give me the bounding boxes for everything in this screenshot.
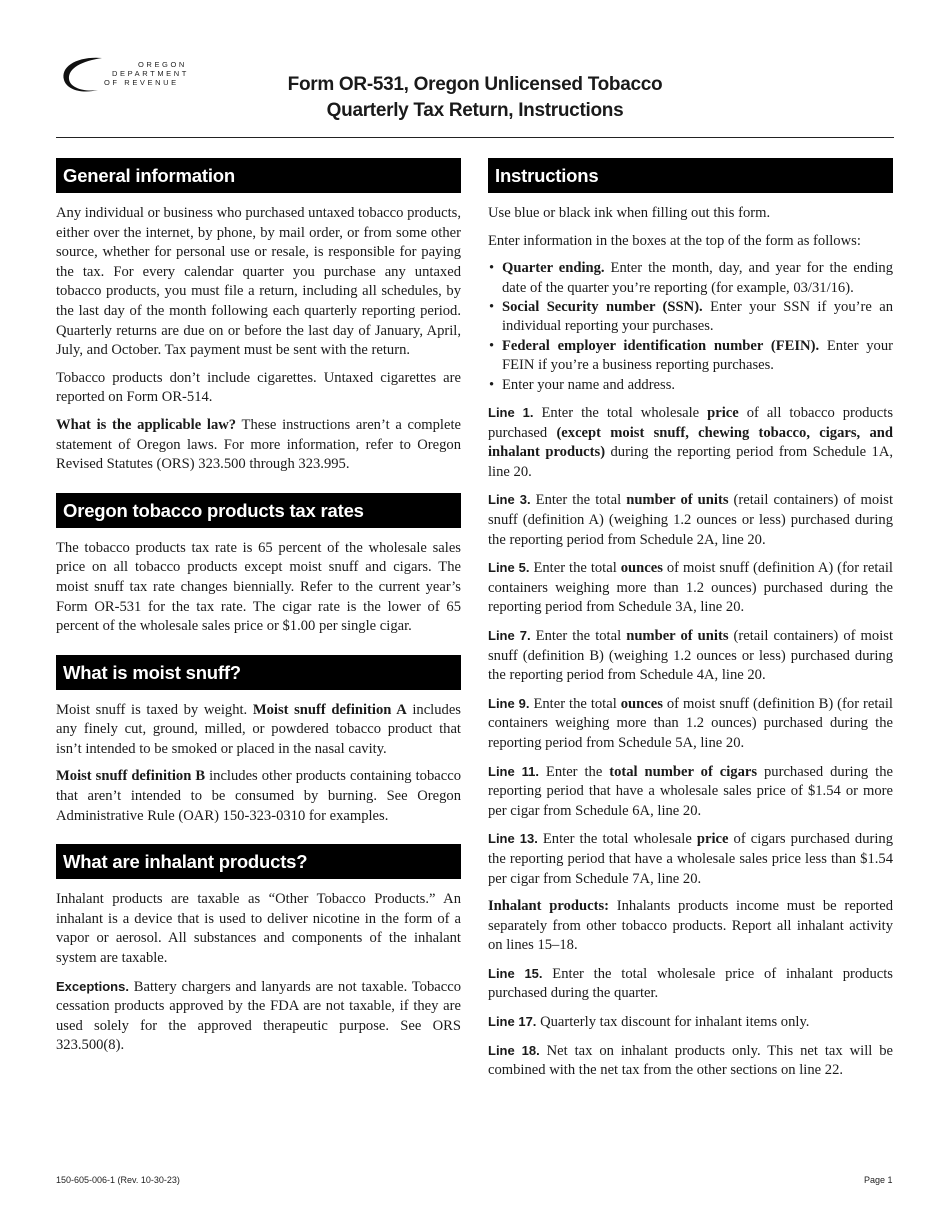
line-emphasis: (except moist snuff, chewing tobacco, cigars, and inhalant products) — [488, 424, 893, 461]
bullet-text: Enter the month, day, and year for the ending date of the quarter you’re reporting (for example, 03/31/16). — [502, 260, 893, 296]
bullet-label: Federal employer identification number (FEIN). — [502, 337, 820, 354]
line-text: Enter the total — [529, 695, 621, 712]
header-box-list — [488, 259, 893, 395]
line-emphasis: price — [696, 831, 729, 848]
line-label: Line 3. — [488, 492, 531, 508]
title-line-2: Quarterly Tax Return, Instructions — [326, 100, 624, 121]
line-emphasis: number of units — [626, 492, 729, 509]
line-text: Enter the total — [530, 627, 627, 644]
inhalant-paragraph-1: Inhalant products are taxable as “Other Tobacco Products.” An inhalant is a device that is used to deliver nicotine in the form of a vapor or aerosol. All substances and components of the inhalant system are taxable. — [56, 891, 461, 967]
bullet-label: Quarter ending. — [502, 260, 605, 277]
line-emphasis: ounces — [620, 560, 663, 577]
line-13-instruction — [488, 829, 893, 889]
list-item-ssn — [488, 298, 893, 337]
bullet-text: Enter your SSN if you’re an individual reporting your purchases. — [502, 299, 893, 335]
inhalant-note-label: Inhalant products: — [488, 898, 610, 915]
line-11-instruction — [488, 762, 893, 822]
line-label: Line 15. — [488, 965, 543, 981]
line-text: Enter the total wholesale price of inhalant products purchased during the quarter. — [488, 965, 893, 1002]
applicable-law-label: What is the applicable law? — [56, 416, 237, 433]
page-header — [56, 52, 894, 138]
line-label: Line 13. — [488, 831, 538, 847]
line-5-instruction — [488, 558, 893, 618]
bullet-label: Social Security number (SSN). — [502, 299, 703, 315]
moist-snuff-paragraph-2 — [56, 767, 461, 826]
bullet-text: Enter your FEIN if you’re a business reporting purchases. — [502, 337, 893, 374]
line-label: Line 7. — [488, 627, 531, 643]
applicable-law-text: These instructions aren’t a complete statement of Oregon laws. For more information, refer to Oregon Revised Statutes (ORS) 323.500 through 323.995. — [56, 416, 461, 473]
line-3-instruction — [488, 490, 893, 550]
instructions-intro-1: Use blue or black ink when filling out this form. — [488, 205, 771, 221]
line-text: of cigars purchased during the reporting period that have a wholesale sales price less than $1.54 per cigar from Schedule 7A, line 20. — [488, 831, 893, 887]
logo-line-department: DEPARTMENT — [112, 69, 189, 78]
title-line-1: Form OR-531, Oregon Unlicensed Tobacco — [287, 74, 663, 95]
tax-rates-paragraph: The tobacco products tax rate is 65 percent of the wholesale sales price on all tobacco products except moist snuff and cigars. The moist snuff tax rate changes biennially. Refer to the current year’s Form OR-531 for the tax rate. The cigar rate is the lower of 65 percent of the wholesale sales price or $1.00 per single cigar. — [56, 539, 461, 635]
line-1-instruction — [488, 403, 893, 482]
line-7-instruction — [488, 626, 893, 686]
heading-tax-rates: Oregon tobacco products tax rates — [56, 493, 461, 528]
line-text: during the reporting period from Schedule 1A, line 20. — [488, 444, 894, 480]
line-emphasis: price — [707, 405, 739, 422]
exceptions-text: Battery chargers and lanyards are not taxable. Tobacco cessation products approved by the FDA are not taxable, if they are used solely for the approved therapeutic purpose. See ORS 323.500(8). — [56, 978, 461, 1054]
heading-inhalant-products: What are inhalant products? — [56, 844, 461, 879]
line-label: Line 9. — [488, 695, 530, 711]
line-text: of moist snuff (definition A) (for retail containers weighing more than 1.2 ounces) purchased during the reporting period from Schedule 3A, line 20. — [488, 560, 893, 616]
general-paragraph-2: Tobacco products don’t include cigarettes. Untaxed cigarettes are reported on Form OR-514. — [56, 369, 461, 406]
inhalant-exceptions-paragraph — [56, 977, 461, 1056]
list-item-name-address — [488, 376, 893, 395]
logo-line-of-revenue: OF REVENUE — [104, 78, 179, 87]
line-17-instruction — [488, 1012, 893, 1033]
bullet-text: Enter your name and address. — [502, 376, 676, 393]
heading-general-information: General information — [56, 158, 461, 193]
moist-snuff-paragraph-1 — [56, 701, 461, 760]
form-code: 150-605-006-1 (Rev. 10-30-23) — [56, 1175, 180, 1185]
page-number: Page 1 — [864, 1175, 893, 1185]
definition-a-label: Moist snuff definition A — [252, 701, 407, 718]
line-label: Line 1. — [488, 405, 534, 421]
line-text: Net tax on inhalant products only. This net tax will be combined with the net tax from the other sections on line 22. — [488, 1042, 893, 1079]
line-15-instruction — [488, 964, 893, 1004]
line-emphasis: total number of cigars — [609, 763, 758, 780]
list-item-quarter-ending — [488, 259, 893, 298]
line-text: (retail containers) of moist snuff (definition B) (weighing 1.2 ounces or less) purchased during the reporting period from Schedule 4A, line 20. — [488, 627, 893, 684]
moist-snuff-intro: Moist snuff is taxed by weight. — [56, 701, 253, 718]
line-text: Enter the total — [529, 560, 621, 577]
line-label: Line 17. — [488, 1014, 537, 1030]
line-text: Quarterly tax discount for inhalant items only. — [536, 1014, 810, 1031]
left-column — [56, 158, 461, 1064]
general-paragraph-1: Any individual or business who purchased untaxed tobacco products, either over the internet, by phone, by mail order, or from some other source, whether for personal use or resale, is responsible for paying the tax. For every calendar quarter you purchase any untaxed tobacco products, you must file a return, including all schedules, by the last day of the month following each quarterly reporting period. Quarterly returns are due on or before the last day of January, April, July, and October. Tax payment must be sent with the return. — [56, 205, 461, 359]
exceptions-label: Exceptions. — [56, 978, 129, 994]
page-title — [56, 72, 894, 124]
line-18-instruction — [488, 1041, 893, 1081]
line-text: Enter the — [538, 763, 610, 780]
line-text: (retail containers) of moist snuff (definition A) (weighing 1.2 ounces or less) purchased during the reporting period from Schedule 2A, line 20. — [488, 492, 893, 548]
line-text: purchased during the reporting period that have a wholesale sales price of $1.54 or more per cigar from Schedule 6A, line 20. — [488, 763, 893, 819]
line-text: of all tobacco products purchased — [488, 405, 893, 441]
line-emphasis: ounces — [620, 695, 663, 712]
general-paragraph-law — [56, 416, 461, 475]
definition-a-text: includes any finely cut, ground, milled, or powdered tobacco product that isn’t intended to be smoked or placed in the nasal cavity. — [56, 701, 461, 757]
line-label: Line 18. — [488, 1042, 540, 1058]
definition-b-label: Moist snuff definition B — [56, 768, 206, 785]
line-label: Line 11. — [488, 763, 539, 779]
inhalant-products-note — [488, 897, 893, 956]
line-label: Line 5. — [488, 560, 530, 576]
line-emphasis: number of units — [626, 627, 729, 644]
line-text: of moist snuff (definition B) (for retail containers weighing more than 1.2 ounces) purchased during the reporting period from Schedule 5A, line 20. — [488, 695, 893, 751]
instructions-intro-2: Enter information in the boxes at the top of the form as follows: — [488, 232, 861, 249]
right-column — [488, 158, 893, 1089]
heading-instructions: Instructions — [488, 158, 893, 193]
inhalant-note-text: Inhalants products income must be reported separately from other tobacco products. Report all inhalant activity on lines 15–18. — [488, 898, 894, 954]
line-text: Enter the total — [530, 492, 627, 509]
heading-moist-snuff: What is moist snuff? — [56, 655, 461, 690]
line-text: Enter the total wholesale — [537, 831, 697, 848]
line-text: Enter the total wholesale — [533, 405, 708, 422]
list-item-fein — [488, 337, 893, 376]
definition-b-text: includes other products containing tobacco that aren’t intended to be consumed by burning. See Oregon Administrative Rule (OAR) 150-323-0310 for examples. — [56, 768, 461, 824]
logo-line-oregon: OREGON — [138, 60, 187, 69]
line-9-instruction — [488, 694, 893, 754]
